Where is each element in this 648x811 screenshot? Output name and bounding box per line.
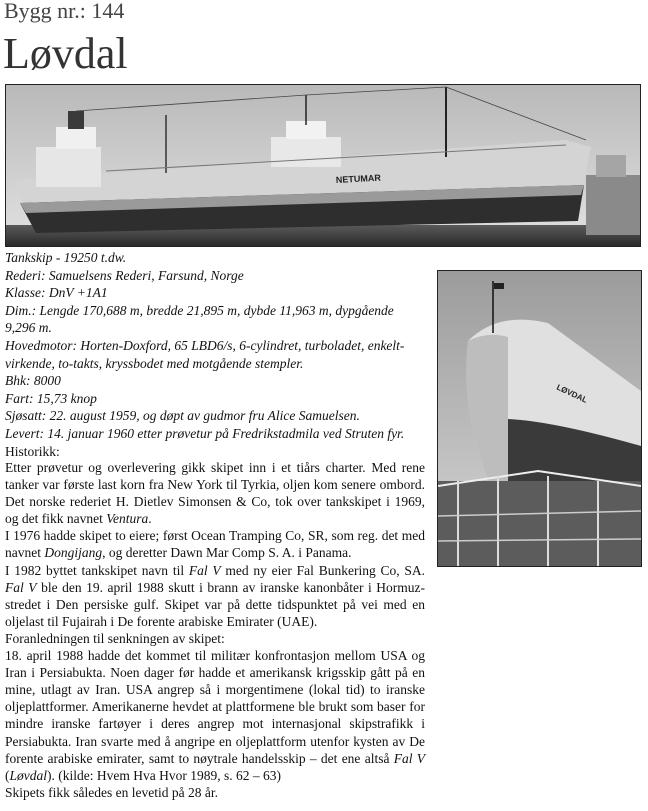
spec-main-engine: Hovedmotor: Horten-Doxford, 65 LBD6/s, 6-cylindret, turboladet, enkelt- xyxy=(5,337,405,353)
text-run: 18. april 1988 hadde det kommet til militær konfrontasjon mellom USA og Iran i Persiabukta. Noen dager før hadde et amerikansk krigsskip gått på en mine, utlagt av Iran. USA angrep så i morgentimene (lokal tid) to iranske oljeplattformer. Amerikanerne hevdet at plattformene ble brukt som baser for mindre iranske fartøyer i deres angrep mot internasjonal skipstrafikk i Persiabukta. Iran svarte med å angripe en oljeplattform utenfor kysten av De forente arabiske emirater, samt to nøytrale handelsskip – det ene altså xyxy=(5,648,425,766)
bow-lettering: LØVDAL xyxy=(555,382,589,405)
spec-bhk: Bhk: 8000 xyxy=(5,373,61,389)
history-paragraph xyxy=(5,527,425,561)
text-run: . xyxy=(148,511,152,527)
ship-specifications xyxy=(5,249,435,460)
ship-name-mention: Fal V xyxy=(5,579,37,595)
history-paragraph: Skipets fikk således en levetid på 28 år. xyxy=(5,784,218,800)
spec-klasse: Klasse: DnV +1A1 xyxy=(5,285,108,301)
history-paragraph xyxy=(5,459,425,527)
spec-launched: Sjøsatt: 22. august 1959, og døpt av gudmor fru Alice Samuelsen. xyxy=(5,408,360,424)
ship-name-mention: Ventura xyxy=(106,511,149,527)
ship-side-photo xyxy=(5,84,641,247)
ship-name-mention: Dongijang xyxy=(44,545,103,561)
history-paragraph xyxy=(5,562,425,630)
text-run: med ny eier Fal Bunkering Co, SA. xyxy=(220,562,425,578)
text-run: I 1976 hadde skipet to eiere; først Ocean Tramping Co, SR, som reg. det med navnet xyxy=(5,528,425,561)
text-run: ble den 19. april 1988 skutt i brann av iranske kanonbåter i Hormuz-stredet i Den persiske gulf. Skipet var på dette tidspunktet på vei med en oljelast til Fujairah i De forente arabiske Emirater (UAE). xyxy=(5,579,425,629)
ship-bow-photo xyxy=(437,270,642,567)
spec-speed: Fart: 15,73 knop xyxy=(5,390,97,406)
spec-delivered: Levert: 14. januar 1960 etter prøvetur på Fredrikstadmila ved Struten fyr. xyxy=(5,425,405,441)
history-paragraph: Foranledningen til senkningen av skipet: xyxy=(5,630,225,646)
hull-lettering: NETUMAR xyxy=(335,172,382,185)
ship-name-mention: Løvdal xyxy=(9,767,48,783)
text-run: ). (kilde: Hvem Hva Hvor 1989, s. 62 – 63) xyxy=(47,767,281,783)
build-number-label: Bygg nr.: 144 xyxy=(4,0,125,23)
history-text xyxy=(5,459,425,801)
history-heading: Historikk: xyxy=(5,443,60,459)
text-run: Etter prøvetur og overlevering gikk skipet inn i et tiårs charter. Med rene tanker var første last korn fra New York til Tyrkia, oljen kom senere ombord. Det norske rederiet H. Dietlev Simonsen & Co, tok over tankskipet i 1969, og det fikk navnet xyxy=(5,460,425,527)
text-run: , og deretter Dawn Mar Comp S. A. i Panama. xyxy=(102,545,352,561)
ship-name-title: Løvdal xyxy=(3,29,128,78)
ship-name-mention: Fal V xyxy=(188,562,221,578)
text-run: ( xyxy=(5,767,10,783)
spec-dimensions-cont: 9,296 m. xyxy=(5,320,52,336)
spec-rederi: Rederi: Samuelsens Rederi, Farsund, Norge xyxy=(5,267,244,283)
ship-name-mention: Fal V xyxy=(393,750,425,766)
spec-dimensions: Dim.: Lengde 170,688 m, bredde 21,895 m, dybde 11,963 m, dypgående xyxy=(5,302,394,318)
text-run: I 1982 byttet tankskipet navn til xyxy=(5,562,189,578)
spec-type: Tankskip - 19250 t.dw. xyxy=(5,250,127,265)
spec-main-engine-cont: virkende, to-takts, kryssbodet med motgående stempler. xyxy=(5,355,304,371)
history-paragraph xyxy=(5,647,425,784)
